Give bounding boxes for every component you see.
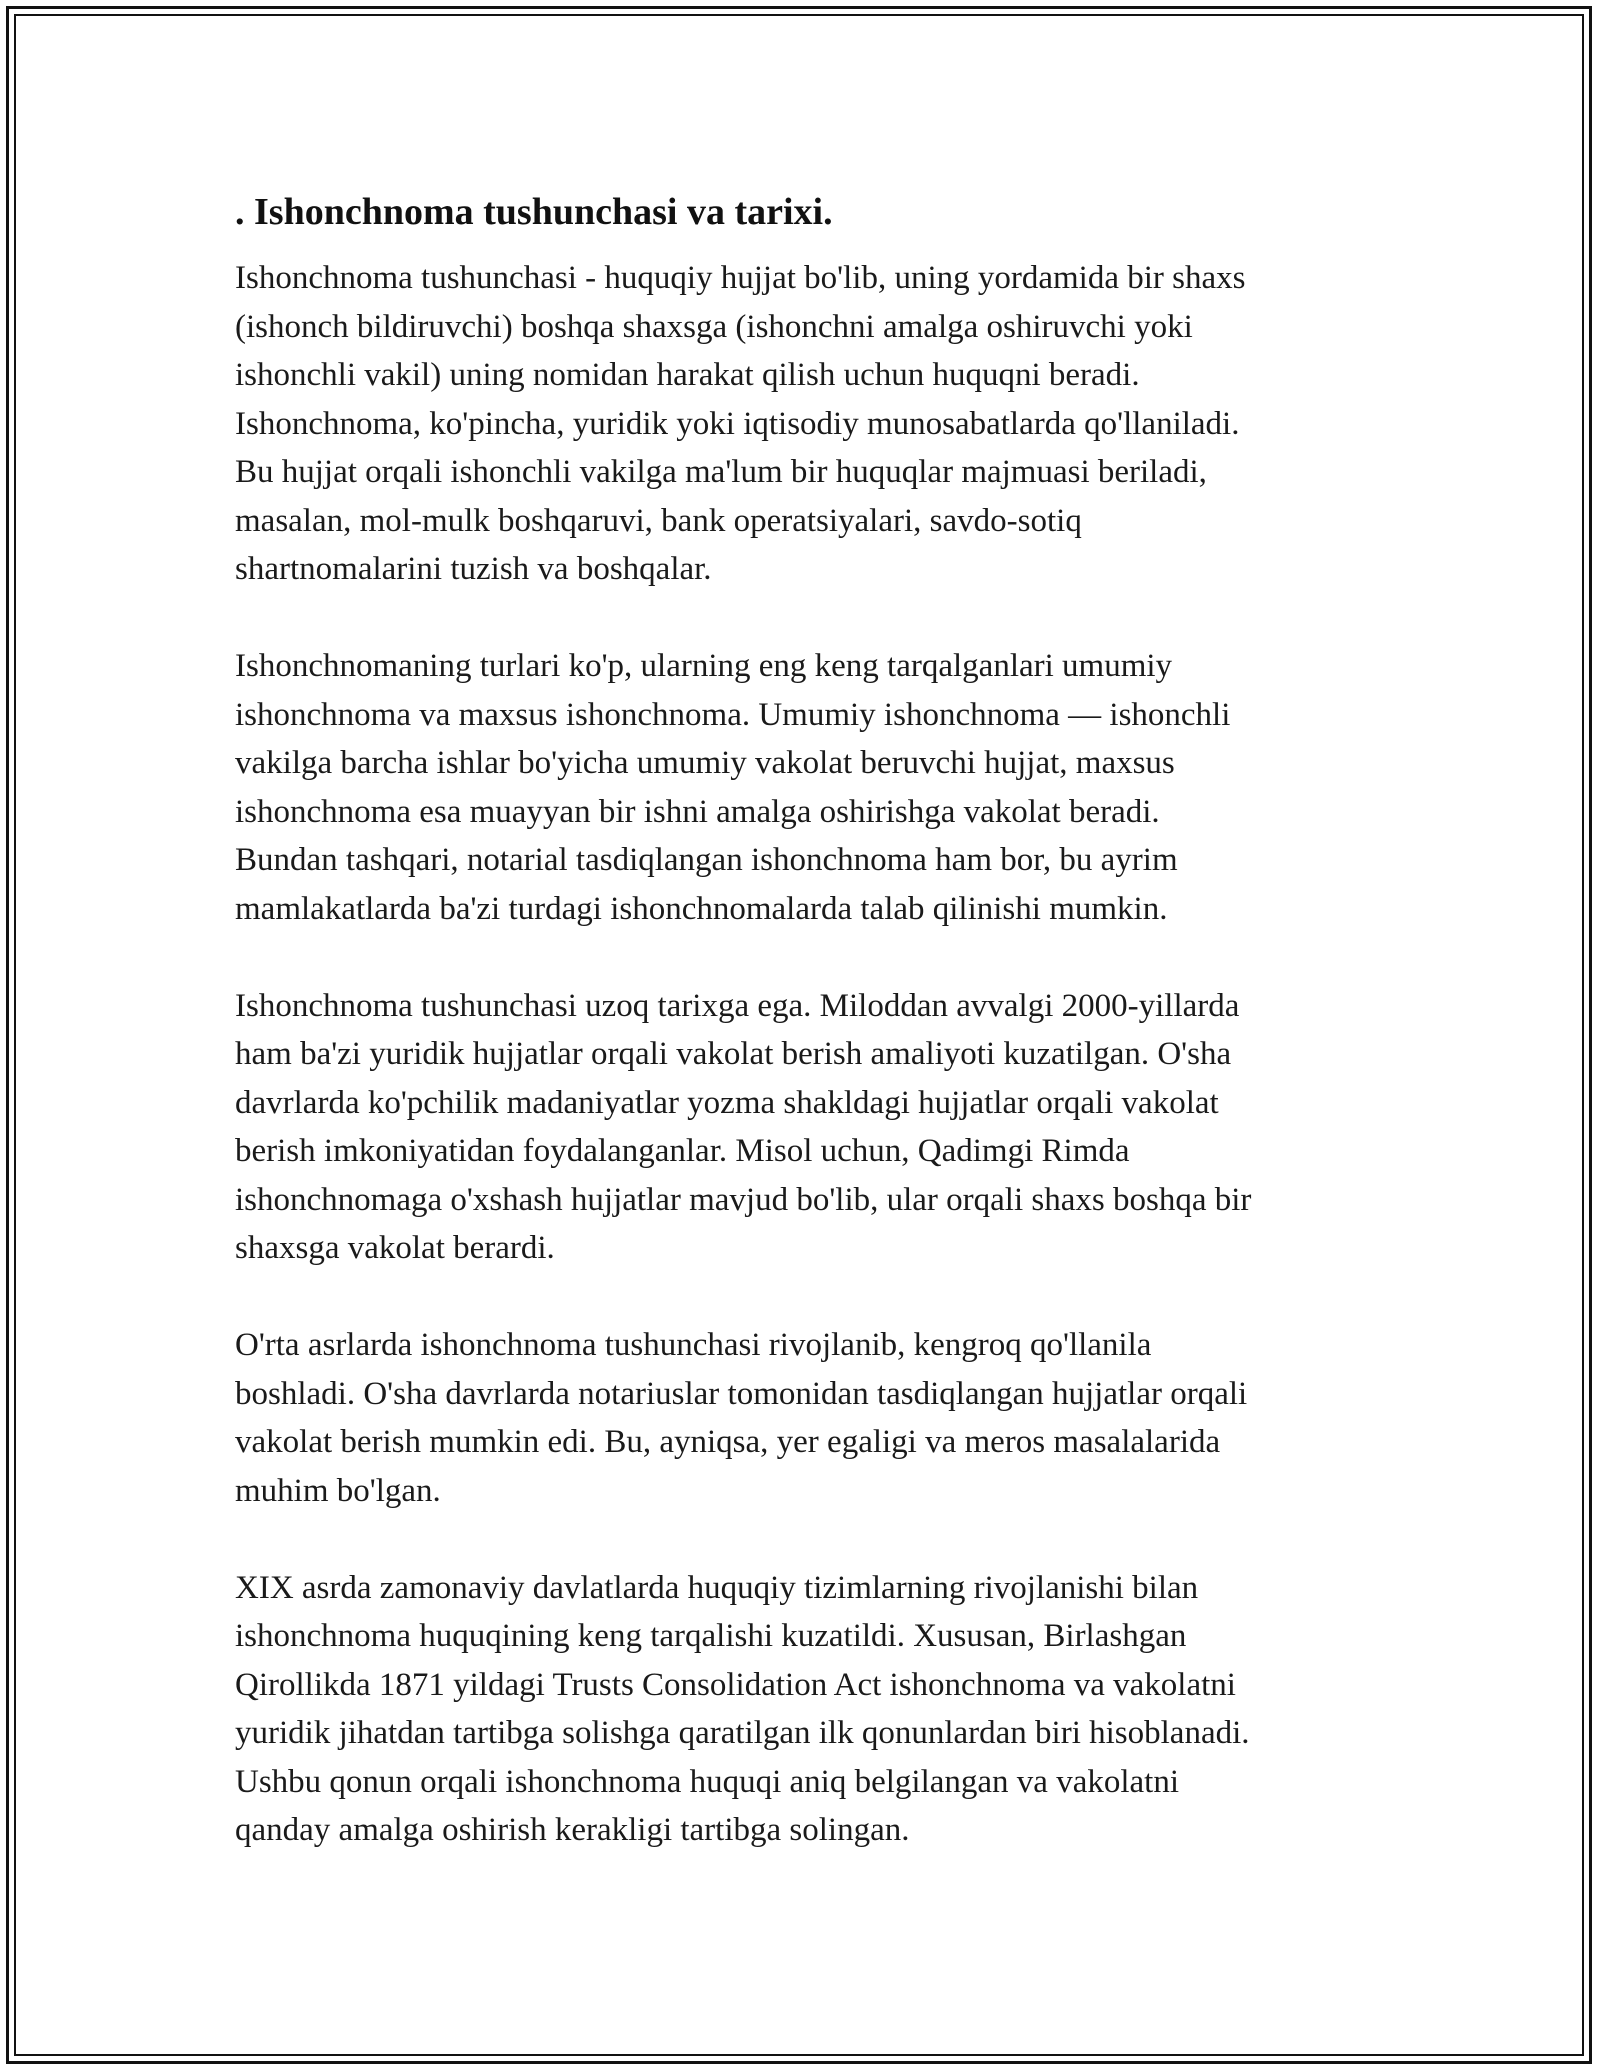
paragraph-line: Bundan tashqari, notarial tasdiqlangan ishonchnoma ham bor, bu ayrim [235, 842, 1178, 878]
paragraph-line: Ishonchnoma tushunchasi uzoq tarixga ega. Miloddan avvalgi 2000-yillarda [235, 987, 1240, 1024]
paragraph-line: shaxsga vakolat berardi. [235, 1230, 555, 1266]
paragraph-line: Bu hujjat orqali ishonchli vakilga ma'lum bir huquqlar majmuasi beriladi, [235, 454, 1207, 490]
paragraph [235, 982, 1385, 1273]
paragraph [235, 1564, 1385, 1855]
paragraph-line: qanday amalga oshirish kerakligi tartibga solingan. [235, 1812, 910, 1848]
paragraph-line: vakilga barcha ishlar bo'yicha umumiy vakolat beruvchi hujjat, maxsus [235, 745, 1175, 781]
paragraph-line: ishonchnoma va maxsus ishonchnoma. Umumiy ishonchnoma — ishonchli [235, 696, 1231, 733]
paragraph-line: mamlakatlarda ba'zi turdagi ishonchnomalarda talab qilinishi mumkin. [235, 890, 1168, 927]
document-title: . Ishonchnoma tushunchasi va tarixi. [235, 191, 833, 233]
paragraph [235, 254, 1385, 594]
paragraph-line: masalan, mol-mulk boshqaruvi, bank operatsiyalari, savdo-sotiq [235, 502, 1082, 539]
paragraph-line: Ushbu qonun orqali ishonchnoma huquqi aniq belgilangan va vakolatni [235, 1763, 1179, 1800]
paragraph-line: Ishonchnomaning turlari ko'p, ularning eng keng tarqalganlari umumiy [235, 648, 1173, 684]
paragraph-line: XIX asrda zamonaviy davlatlarda huquqiy tizimlarning rivojlanishi bilan [235, 1569, 1199, 1606]
paragraph-line: O'rta asrlarda ishonchnoma tushunchasi rivojlanib, kengroq qo'llanila [235, 1327, 1152, 1363]
paragraph-line: davrlarda ko'pchilik madaniyatlar yozma shakldagi hujjatlar orqali vakolat [235, 1084, 1219, 1121]
paragraph [235, 642, 1385, 933]
document-body [235, 186, 1385, 1903]
paragraph-line: boshladi. O'sha davrlarda notariuslar tomonidan tasdiqlangan hujjatlar orqali [235, 1375, 1248, 1412]
paragraph-line: muhim bo'lgan. [235, 1472, 441, 1509]
paragraph-list [235, 254, 1385, 1855]
paragraph-line: ishonchnomaga o'xshash hujjatlar mavjud bo'lib, ular orqali shaxs boshqa bir [235, 1181, 1252, 1218]
paragraph-line: shartnomalarini tuzish va boshqalar. [235, 551, 712, 587]
paragraph-line: Qirollikda 1871 yildagi Trusts Consolidation Act ishonchnoma va vakolatni [235, 1666, 1236, 1703]
paragraph-line: ishonchnoma esa muayyan bir ishni amalga oshirishga vakolat beradi. [235, 793, 1160, 830]
paragraph-line: (ishonch bildiruvchi) boshqa shaxsga (ishonchni amalga oshiruvchi yoki [235, 308, 1193, 345]
paragraph-line: vakolat berish mumkin edi. Bu, ayniqsa, yer egaligi va meros masalalarida [235, 1424, 1221, 1460]
paragraph [235, 1321, 1385, 1515]
paragraph-line: Ishonchnoma, ko'pincha, yuridik yoki iqtisodiy munosabatlarda qo'llaniladi. [235, 405, 1240, 442]
paragraph-line: yuridik jihatdan tartibga solishga qaratilgan ilk qonunlardan biri hisoblanadi. [235, 1715, 1250, 1751]
paragraph-line: ham ba'zi yuridik hujjatlar orqali vakolat berish amaliyoti kuzatilgan. O'sha [235, 1036, 1232, 1072]
paragraph-line: berish imkoniyatidan foydalanganlar. Misol uchun, Qadimgi Rimda [235, 1133, 1130, 1169]
paragraph-line: Ishonchnoma tushunchasi - huquqiy hujjat bo'lib, uning yordamida bir shaxs [235, 260, 1246, 296]
paragraph-line: ishonchnoma huquqining keng tarqalishi kuzatildi. Xususan, Birlashgan [235, 1618, 1187, 1654]
paragraph-line: ishonchli vakil) uning nomidan harakat qilish uchun huquqni beradi. [235, 357, 1140, 393]
